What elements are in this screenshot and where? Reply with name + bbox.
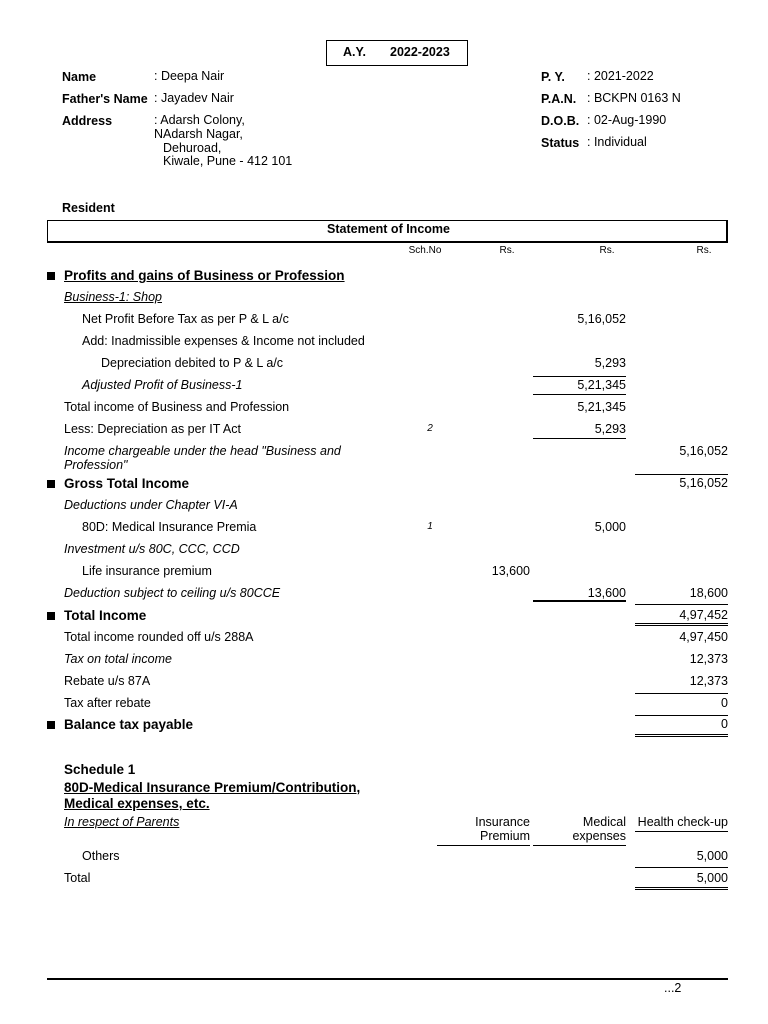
rule (635, 831, 728, 832)
double-rule (635, 887, 728, 890)
py-label: P. Y. (541, 70, 565, 84)
less-depreciation-schno: 2 (427, 423, 433, 434)
col-medical-line-2: expenses (572, 829, 626, 843)
tax-on-income-label: Tax on total income (64, 652, 172, 666)
less-depreciation-label: Less: Depreciation as per IT Act (64, 422, 241, 436)
address-mark: N (154, 127, 164, 141)
section-bullet (47, 612, 55, 620)
income-chargeable-label-line-1: Income chargeable under the head "Business and (64, 444, 341, 458)
schedule-total-label: Total (64, 871, 91, 885)
section-bullet (47, 721, 55, 729)
schedule-1-heading: Schedule 1 (64, 762, 136, 777)
statement-title: Statement of Income (327, 222, 450, 236)
status-label: Status (541, 136, 580, 150)
address-line-1: : Adarsh Colony, (154, 113, 245, 127)
deduction-80cce-label: Deduction subject to ceiling u/s 80CCE (64, 586, 281, 600)
rule (635, 693, 728, 694)
rule (635, 867, 728, 868)
gross-total-income-label: Gross Total Income (64, 476, 190, 491)
net-profit-label: Net Profit Before Tax as per P & L a/c (82, 312, 289, 326)
address-label: Address (62, 114, 113, 128)
ay-label: A.Y. (343, 45, 366, 59)
rule (533, 845, 626, 846)
net-profit-value: 5,16,052 (577, 312, 626, 326)
py-value: : 2021-2022 (587, 69, 654, 83)
tax-after-rebate-label: Tax after rebate (64, 696, 151, 710)
section-business-profession: Profits and gains of Business or Profession (64, 268, 345, 283)
tax-after-rebate-value: 0 (721, 696, 728, 710)
adjusted-profit-value: 5,21,345 (577, 378, 626, 392)
name-value: : Deepa Nair (154, 69, 225, 83)
father-name-value: : Jayadev Nair (154, 91, 234, 105)
col-header-schno: Sch.No (408, 245, 442, 256)
life-insurance-label: Life insurance premium (82, 564, 212, 578)
rule (533, 394, 626, 395)
depreciation-debited-label: Depreciation debited to P & L a/c (101, 356, 284, 370)
address-line-3: Dehuroad, (163, 141, 222, 155)
residency-status: Resident (62, 201, 115, 215)
medical-insurance-80d-schno: 1 (427, 521, 433, 532)
gross-total-income-value: 5,16,052 (679, 476, 728, 490)
col-medical-line-1: Medical (582, 815, 626, 829)
rule (533, 376, 626, 377)
schedule-total-value: 5,000 (696, 871, 728, 885)
col-insurance-line-2: Premium (479, 829, 530, 843)
footer-rule (47, 978, 728, 980)
rebate-87a-value: 12,373 (689, 674, 728, 688)
status-value: : Individual (587, 135, 647, 149)
rebate-87a-label: Rebate u/s 87A (64, 674, 151, 688)
total-business-income-label: Total income of Business and Profession (64, 400, 290, 414)
pan-value: : BCKPN 0163 N (587, 91, 681, 105)
schedule-1-subheading: In respect of Parents (64, 815, 180, 829)
dob-label: D.O.B. (541, 114, 580, 128)
balance-tax-label: Balance tax payable (64, 717, 194, 732)
life-insurance-value: 13,600 (491, 564, 530, 578)
rule (533, 438, 626, 439)
add-inadmissible-label: Add: Inadmissible expenses & Income not included (82, 334, 365, 348)
page-continuation-marker: ...2 (664, 981, 682, 995)
rounded-income-label: Total income rounded off u/s 288A (64, 630, 254, 644)
total-income-value: 4,97,452 (679, 608, 728, 622)
tax-on-income-value: 12,373 (689, 652, 728, 666)
address-line-4: Kiwale, Pune - 412 101 (163, 154, 293, 168)
less-depreciation-value: 5,293 (594, 422, 626, 436)
double-rule (635, 623, 728, 626)
business-1-heading: Business-1: Shop (64, 290, 162, 304)
others-value: 5,000 (696, 849, 728, 863)
double-rule (635, 734, 728, 737)
rounded-income-value: 4,97,450 (679, 630, 728, 644)
rule (635, 604, 728, 605)
father-name-label: Father's Name (62, 92, 148, 106)
total-income-label: Total Income (64, 608, 147, 623)
deduction-80cce-value: 13,600 (587, 586, 626, 600)
deduction-total-value: 18,600 (689, 586, 728, 600)
pan-label: P.A.N. (541, 92, 577, 106)
rule (635, 715, 728, 716)
deductions-chapter-vi-a-label: Deductions under Chapter VI-A (64, 498, 238, 512)
rule (533, 600, 626, 602)
col-header-rs-1: Rs. (499, 245, 515, 256)
section-bullet (47, 272, 55, 280)
income-chargeable-label-line-2: Profession" (64, 458, 128, 472)
adjusted-profit-label: Adjusted Profit of Business-1 (82, 378, 243, 392)
investment-80c-label: Investment u/s 80C, CCC, CCD (64, 542, 240, 556)
rule (437, 845, 530, 846)
statement-title-box (47, 220, 728, 243)
depreciation-debited-value: 5,293 (594, 356, 626, 370)
col-header-rs-2: Rs. (599, 245, 615, 256)
assessment-year-box (326, 40, 468, 66)
ay-value: 2022-2023 (390, 45, 450, 59)
col-header-rs-3: Rs. (696, 245, 712, 256)
schedule-1-title-line-2: Medical expenses, etc. (64, 796, 210, 811)
medical-insurance-80d-label: 80D: Medical Insurance Premia (82, 520, 257, 534)
rule (635, 474, 728, 475)
others-label: Others (82, 849, 120, 863)
col-health-checkup: Health check-up (637, 815, 728, 829)
income-chargeable-value: 5,16,052 (679, 444, 728, 458)
total-business-income-value: 5,21,345 (577, 400, 626, 414)
col-insurance-line-1: Insurance (475, 815, 530, 829)
section-bullet (47, 480, 55, 488)
medical-insurance-80d-value: 5,000 (594, 520, 626, 534)
name-label: Name (62, 70, 97, 84)
dob-value: : 02-Aug-1990 (587, 113, 667, 127)
address-line-2: Adarsh Nagar, (163, 127, 243, 141)
schedule-1-title-line-1: 80D-Medical Insurance Premium/Contribution, (64, 780, 361, 795)
balance-tax-value: 0 (721, 717, 728, 731)
